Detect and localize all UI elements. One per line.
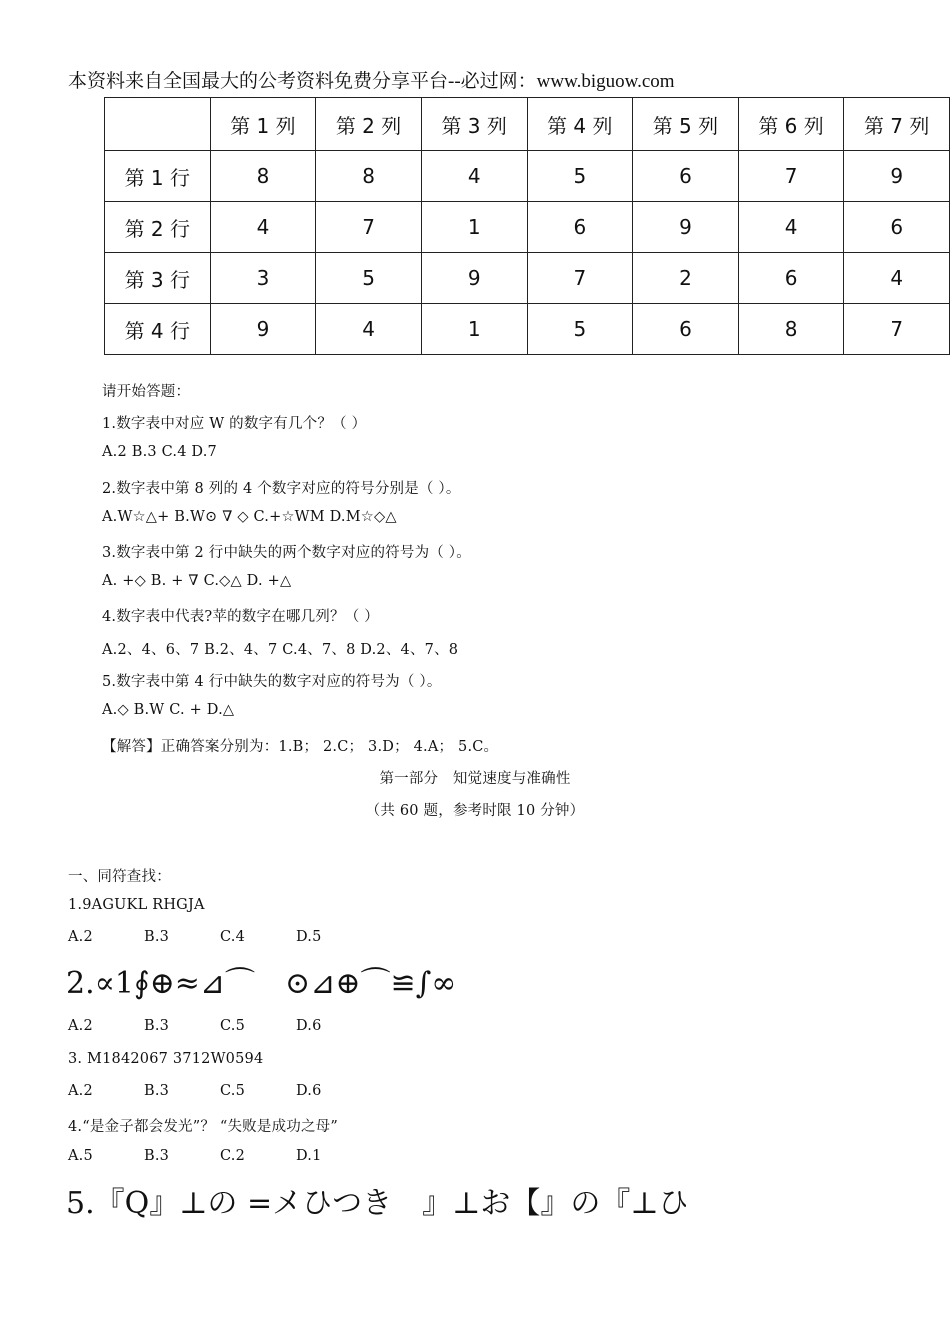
table-row	[105, 202, 950, 253]
quiz-options-3: A. +◇ B. + ∇ C.◇△ D. +△	[102, 573, 292, 589]
quiz-answer: 【解答】正确答案分别为：1.B； 2.C； 3.D； 4.A； 5.C。	[102, 739, 499, 755]
part1-options-3	[68, 1083, 372, 1099]
quiz-options-1: A.2 B.3 C.4 D.7	[102, 444, 217, 460]
option: A.5	[68, 1148, 93, 1164]
part1-options-4	[68, 1148, 372, 1164]
table-cell: 3	[210, 253, 316, 304]
table-cell: 5	[527, 151, 633, 202]
quiz-options-5: A.◇ B.W C. + D.△	[102, 702, 235, 718]
table-row	[105, 304, 950, 355]
quiz-question-1: 1.数字表中对应 W 的数字有几个？（ ）	[102, 416, 367, 432]
part1-question-3: 3. M1842067 3712W0594	[68, 1051, 264, 1067]
option: C.5	[220, 1083, 246, 1099]
table-cell: 9	[210, 304, 316, 355]
option: D.6	[296, 1018, 322, 1034]
table-cell: 4	[210, 202, 316, 253]
part1-options-1	[68, 929, 372, 945]
table-cell: 7	[738, 151, 844, 202]
table-cell: 4	[844, 253, 950, 304]
part1-heading: 一、同符查找：	[68, 869, 171, 885]
table-cell: 2	[633, 253, 739, 304]
row-header: 第 4 行	[105, 304, 211, 355]
row-header: 第 3 行	[105, 253, 211, 304]
quiz-question-3: 3.数字表中第 2 行中缺失的两个数字对应的符号为（ ）。	[102, 545, 471, 561]
table-cell: 1	[421, 202, 527, 253]
quiz-question-4: 4.数字表中代表?苹的数字在哪几列？（ ）	[102, 609, 379, 625]
part1-question-4: 4.“是金子都会发光”？ “失败是成功之母”	[68, 1119, 338, 1135]
table-row	[105, 253, 950, 304]
section-subtitle: （共 60 题，参考时限 10 分钟）	[365, 803, 585, 819]
option: B.3	[144, 929, 170, 945]
quiz-options-4: A.2、4、6、7 B.2、4、7 C.4、7、8 D.2、4、7、8	[102, 642, 459, 658]
table-row	[105, 151, 950, 202]
col-header: 第 1 列	[210, 98, 316, 151]
table-cell: 8	[316, 151, 422, 202]
part1-question-1: 1.9AGUKL RHGJA	[68, 897, 205, 913]
option: B.3	[144, 1018, 170, 1034]
option: C.2	[220, 1148, 246, 1164]
table-cell: 8	[738, 304, 844, 355]
option: B.3	[144, 1083, 170, 1099]
table-cell: 4	[738, 202, 844, 253]
option: A.2	[68, 1083, 93, 1099]
quiz-start: 请开始答题：	[102, 384, 191, 400]
option: D.1	[296, 1148, 322, 1164]
table-cell: 4	[316, 304, 422, 355]
table-cell: 9	[421, 253, 527, 304]
number-table	[104, 97, 950, 355]
table-cell: 7	[527, 253, 633, 304]
table-cell: 9	[844, 151, 950, 202]
table-cell: 9	[633, 202, 739, 253]
table-cell: 6	[844, 202, 950, 253]
option: D.6	[296, 1083, 322, 1099]
table-header-row	[105, 98, 950, 151]
col-header: 第 6 列	[738, 98, 844, 151]
table-cell: 6	[527, 202, 633, 253]
table-cell: 6	[738, 253, 844, 304]
row-header: 第 1 行	[105, 151, 211, 202]
option: C.4	[220, 929, 246, 945]
section-title: 第一部分 知觉速度与准确性	[379, 771, 571, 787]
option: B.3	[144, 1148, 170, 1164]
row-header: 第 2 行	[105, 202, 211, 253]
table-cell: 6	[633, 304, 739, 355]
table-cell: 7	[316, 202, 422, 253]
col-header: 第 7 列	[844, 98, 950, 151]
col-header: 第 4 列	[527, 98, 633, 151]
page-header: 本资料来自全国最大的公考资料免费分享平台--必过网：www.biguow.com	[68, 71, 675, 92]
part1-question-5: 5.『Q』⊥の =メひつき 』⊥お【』の『⊥ひ	[66, 1186, 689, 1221]
option: D.5	[296, 929, 322, 945]
part1-question-2: 2.∝1∮⊕≈⊿⌒ ⊙⊿⊕⌒≌∫∞	[66, 966, 457, 1001]
table-cell: 6	[633, 151, 739, 202]
quiz-question-5: 5.数字表中第 4 行中缺失的数字对应的符号为（ ）。	[102, 674, 442, 690]
part1-options-2	[68, 1018, 372, 1034]
table-cell: 8	[210, 151, 316, 202]
col-header: 第 5 列	[633, 98, 739, 151]
corner-cell	[105, 98, 211, 151]
col-header: 第 2 列	[316, 98, 422, 151]
table-cell: 1	[421, 304, 527, 355]
quiz-question-2: 2.数字表中第 8 列的 4 个数字对应的符号分别是（ ）。	[102, 481, 461, 497]
option: A.2	[68, 929, 93, 945]
table-cell: 5	[316, 253, 422, 304]
option: A.2	[68, 1018, 93, 1034]
option: C.5	[220, 1018, 246, 1034]
table-cell: 4	[421, 151, 527, 202]
quiz-options-2: A.W☆△+ B.W⊙ ∇ ◇ C.+☆WM D.M☆◇△	[102, 509, 397, 525]
col-header: 第 3 列	[421, 98, 527, 151]
table-cell: 7	[844, 304, 950, 355]
table-cell: 5	[527, 304, 633, 355]
